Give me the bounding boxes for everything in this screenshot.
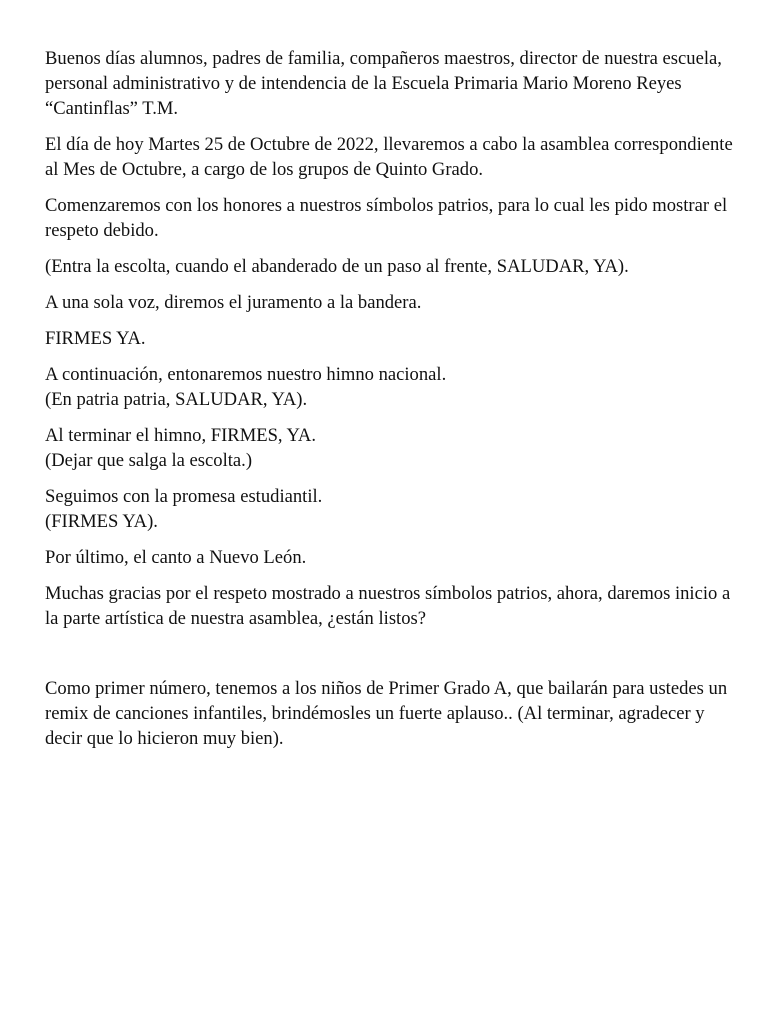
paragraph-text: (Entra la escolta, cuando el abanderado de un paso al frente, SALUDAR, YA).	[45, 256, 629, 277]
paragraph-text: A una sola voz, diremos el juramento a la bandera.	[45, 292, 422, 313]
paragraph-escort-enters	[45, 254, 735, 279]
blank-space	[45, 642, 735, 676]
paragraph-date	[45, 132, 735, 182]
document-body	[45, 46, 735, 762]
paragraph-line: Al terminar el himno, FIRMES, YA.	[45, 425, 316, 446]
paragraph-oath	[45, 290, 735, 315]
paragraph-text: Como primer número, tenemos a los niños de Primer Grado A, que bailarán para ustedes un remix de canciones infantiles, brindémosles un fuerte aplauso.. (Al terminar, agradecer y decir que lo hicieron muy bien).	[45, 678, 728, 749]
paragraph-song	[45, 545, 735, 570]
paragraph-line: (Dejar que salga la escolta.)	[45, 450, 253, 471]
paragraph-text: FIRMES YA.	[45, 328, 146, 349]
paragraph-promise	[45, 484, 735, 534]
paragraph-firmes	[45, 326, 735, 351]
paragraph-anthem	[45, 362, 735, 412]
paragraph-text: Comenzaremos con los honores a nuestros símbolos patrios, para lo cual les pido mostrar el respeto debido.	[45, 195, 728, 241]
paragraph-line: A continuación, entonaremos nuestro himno nacional.	[45, 364, 447, 385]
paragraph-thanks	[45, 581, 735, 631]
paragraph-line: Seguimos con la promesa estudiantil.	[45, 486, 323, 507]
paragraph-text: Buenos días alumnos, padres de familia, compañeros maestros, director de nuestra escuela, personal administrativo y de intendencia de la Escuela Primaria Mario Moreno Reyes “Cantinflas” T.M.	[45, 48, 722, 119]
paragraph-text: El día de hoy Martes 25 de Octubre de 2022, llevaremos a cabo la asamblea correspondiente al Mes de Octubre, a cargo de los grupos de Quinto Grado.	[45, 134, 733, 180]
paragraph-text: Por último, el canto a Nuevo León.	[45, 547, 307, 568]
paragraph-honors	[45, 193, 735, 243]
paragraph-line: (En patria patria, SALUDAR, YA).	[45, 389, 308, 410]
paragraph-text: Muchas gracias por el respeto mostrado a nuestros símbolos patrios, ahora, daremos inicio a la parte artística de nuestra asamblea, ¿están listos?	[45, 583, 731, 629]
paragraph-first-number	[45, 676, 735, 751]
paragraph-greeting	[45, 46, 735, 121]
paragraph-anthem-end	[45, 423, 735, 473]
paragraph-line: (FIRMES YA).	[45, 511, 158, 532]
